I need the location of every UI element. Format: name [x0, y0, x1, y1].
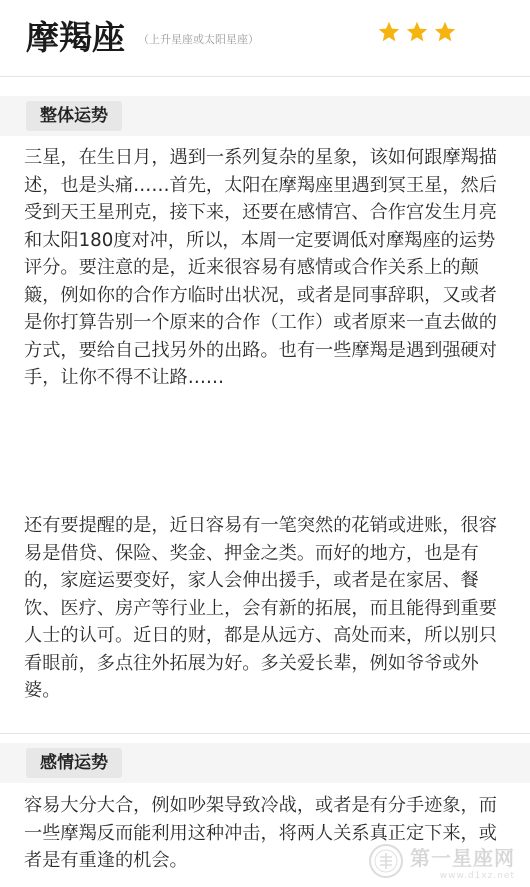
seal-logo [368, 843, 404, 879]
star-icon [405, 20, 429, 44]
watermark-text: 第一星座网 [410, 845, 515, 870]
star-icon [433, 20, 457, 44]
page-subtitle: （上升星座或太阳星座） [138, 33, 259, 46]
paragraph-love-1: 容易大分大合，例如吵架导致冷战，或者是有分手迹象，而一些摩羯反而能利用这种冲击，将两人关系真正定下来，或者是有重逢的机会。 [24, 795, 497, 871]
paragraph-overall-1: 三星，在生日月，遇到一系列复杂的星象，该如何跟摩羯描述，也是头痛……首先，太阳在摩羯座里遇到冥王星，然后受到天王星刑克，接下来，还要在感情宫、合作宫发生月亮和太阳180度对冲，所以，本周一定要调低对摩羯座的运势评分。要注意的是，近来很容易有感情或合作关系上的颠簸，例如你的合作方临时出状况，或者是同事辞职，又或者是你打算告别一个原来的合作（工作）或者原来一直去做的方式，要给自己找另外的出路。也有一些摩羯是遇到强硬对手，让你不得不让路…… [24, 147, 497, 388]
page-title: 摩羯座 [26, 18, 125, 57]
section-divider [0, 733, 530, 734]
watermark [368, 841, 524, 881]
paragraph-overall-2: 还有要提醒的是，近日容易有一笔突然的花销或进账，很容易是借贷、保险、奖金、押金之类。而好的地方，也是有的，家庭运要变好，家人会伸出援手，或者是在家居、餐饮、医疗、房产等行业上，会有新的拓展，而且能得到重要人士的认可。近日的财，都是从远方、高处而来，所以别只看眼前，多点往外拓展为好。多关爱长辈，例如爷爷或外婆。 [24, 515, 497, 701]
section-heading-overall: 整体运势 [26, 101, 122, 131]
header [0, 0, 530, 77]
star-icon [377, 20, 401, 44]
star-rating [377, 20, 457, 44]
watermark-url: www.d1xz.net [439, 870, 515, 881]
section-heading-love: 感情运势 [26, 748, 122, 778]
watermark-text-group [410, 842, 515, 881]
